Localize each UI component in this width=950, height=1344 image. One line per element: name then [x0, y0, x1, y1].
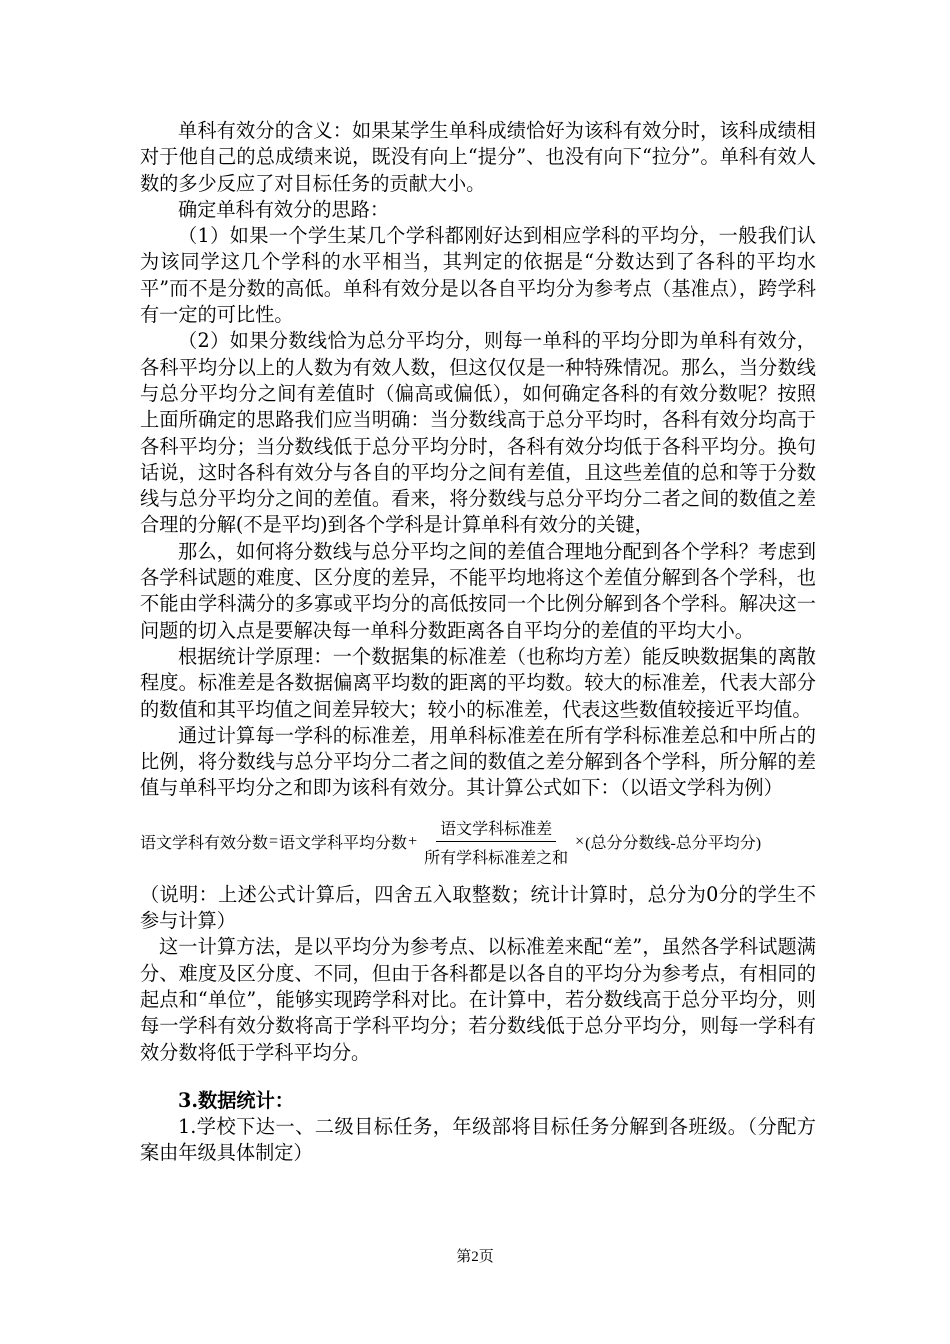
section-title: 3.数据统计：: [178, 1088, 294, 1112]
formula-plus: +: [408, 832, 418, 850]
formula-times: ×: [575, 832, 585, 850]
document-page: [140, 118, 816, 1167]
paragraph-summary: 这一计算方法，是以平均分为参考点、以标准差来配“差”，虽然各学科试题满分、难度及区分度、不同，但由于各科都是以各自的平均分为参考点，有相同的起点和“单位”，能够实现跨学科对比。在计算中，若分数线高于总分平均分，则每一学科有效分数将高于学科平均分；若分数线低于总分平均分，则每一学科有效分数将低于学科平均分。: [140, 935, 816, 1064]
formula-fraction: [420, 816, 572, 868]
formula-numerator: 语文学科标准差: [436, 816, 556, 842]
formula-denominator: 所有学科标准差之和: [424, 849, 569, 867]
paragraph-method: 通过计算每一学科的标准差，用单科标准差在所有学科标准差总和中所占的比例，将分数线与总分平均分二者之间的数值之差分解到各个学科，所分解的差值与单科平均分之和即为该科有效分。其计算公式如下：（以语文学科为例）: [140, 723, 816, 800]
page-number: 第2页: [456, 1249, 494, 1265]
paragraph-task-allocation: 1.学校下达一、二级目标任务，年级部将目标任务分解到各班级。（分配方案由年级具体制定）: [140, 1115, 816, 1165]
paragraph-point-1: （1）如果一个学生某几个学科都刚好达到相应学科的平均分，一般我们认为该同学这几个学科的水平相当，其判定的依据是“分数达到了各科的平均水平”而不是分数的高低。单科有效分是以各自平均分为参考点（基准点），跨学科有一定的可比性。: [140, 224, 816, 327]
paragraph-definition: 单科有效分的含义：如果某学生单科成绩恰好为该科有效分时，该科成绩相对于他自己的总成绩来说，既没有向上“提分”、也没有向下“拉分”。单科有效人数的多少反应了对目标任务的贡献大小。: [140, 119, 816, 195]
paragraph-distribution: 那么，如何将分数线与总分平均之间的差值合理地分配到各个学科？考虑到各学科试题的难度、区分度的差异，不能平均地将这个差值分解到各个学科，也不能由学科满分的多寡或平均分的高低按同一个比例分解到各个学科。解决这一问题的切入点是要解决每一单科分数距离各自平均分的差值的平均大小。: [140, 539, 816, 642]
formula-lhs: 语文学科有效分数: [140, 835, 269, 853]
formula: [140, 816, 816, 868]
paragraph-statistics: 根据统计学原理：一个数据集的标准差（也称均方差）能反映数据集的离散程度。标准差是各数据偏离平均数的距离的平均数。较大的标准差，代表大部分的数值和其平均值之间差异较大；较小的标准差，代表这些数值较接近平均值。: [140, 644, 816, 721]
formula-equals: =: [269, 832, 279, 850]
paragraph-note: （说明：上述公式计算后，四舍五入取整数；统计计算时，总分为0分的学生不参与计算）: [140, 882, 816, 933]
paragraph-approach-heading: 确定单科有效分的思路：: [178, 197, 390, 221]
formula-term-average: 语文学科平均分数: [279, 835, 408, 853]
formula-parenthetical: (总分分数线-总分平均分): [585, 835, 762, 853]
paragraph-point-2: （2）如果分数线恰为总分平均分，则每一单科的平均分即为单科有效分，各科平均分以上的人数为有效人数，但这仅仅是一种特殊情况。那么，当分数线与总分平均分之间有差值时（偏高或偏低），如何确定各科的有效分数呢？按照上面所确定的思路我们应当明确：当分数线高于总分平均时，各科有效分均高于各科平均分；当分数线低于总分平均分时，各科有效分均低于各科平均分。换句话说，这时各科有效分与各自的平均分之间有差值，且这些差值的总和等于分数线与总分平均分之间的差值。看来，将分数线与总分平均分二者之间的数值之差合理的分解(不是平均)到各个学科是计算单科有效分的关键，: [140, 329, 816, 537]
